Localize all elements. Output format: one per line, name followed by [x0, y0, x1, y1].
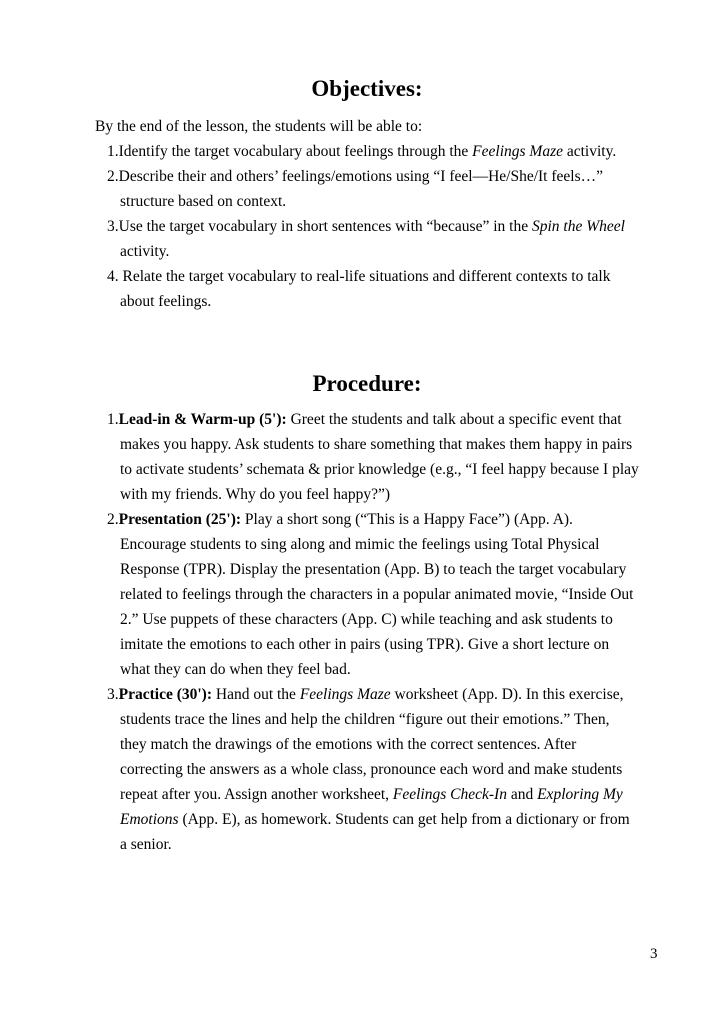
item-text: Lead-in & Warm-up (5'): Greet the students and talk about a specific event that makes you happy. Ask students to share something that makes them happy in pairs to activate students’ schemata & prior knowledge (e.g., “I feel happy because I play with my friends. Why do you feel happy?”) — [118, 411, 639, 503]
objective-item-2 — [95, 164, 639, 214]
procedure-step-3 — [95, 682, 639, 857]
objective-item-3 — [95, 214, 639, 264]
item-text: Relate the target vocabulary to real-life situations and different contexts to talk about feelings. — [118, 268, 611, 310]
objective-item-4 — [95, 264, 639, 314]
objectives-intro: By the end of the lesson, the students will be able to: — [95, 118, 423, 135]
item-number: 2. — [107, 511, 119, 528]
procedure-list — [95, 407, 639, 857]
item-number: 3. — [107, 686, 119, 703]
procedure-step-2 — [95, 507, 639, 682]
item-number: 2. — [107, 168, 119, 185]
item-number: 1. — [107, 411, 119, 428]
page-number: 3 — [650, 946, 658, 962]
item-number: 4. — [107, 268, 119, 285]
item-number: 1. — [107, 143, 119, 160]
procedure-heading: Procedure: — [312, 371, 422, 396]
procedure-step-1 — [95, 407, 639, 507]
objectives-heading: Objectives: — [311, 76, 423, 101]
objective-item-1 — [95, 139, 639, 164]
item-number: 3. — [107, 218, 119, 235]
item-text: Use the target vocabulary in short sentences with “because” in the Spin the Wheel activity. — [118, 218, 625, 260]
item-text: Presentation (25'): Play a short song (“This is a Happy Face”) (App. A). Encourage students to sing along and mimic the feelings using Total Physical Response (TPR). Display the presentation (App. B) to teach the target vocabulary related to feelings through the characters in a popular animated movie, “Inside Out 2.” Use puppets of these characters (App. C) while teaching and ask students to imitate the emotions to each other in pairs (using TPR). Give a short lecture on what they can do when they feel bad. — [118, 511, 634, 678]
objectives-list — [95, 139, 639, 314]
item-text: Practice (30'): Hand out the Feelings Maze worksheet (App. D). In this exercise, students trace the lines and help the children “figure out their emotions.” Then, they match the drawings of the emotions with the correct sentences. After correcting the answers as a whole class, pronounce each word and make students repeat after you. Assign another worksheet, Feelings Check-In and Exploring My Emotions (App. E), as homework. Students can get help from a dictionary or from a senior. — [118, 686, 630, 853]
item-text: Identify the target vocabulary about feelings through the Feelings Maze activity. — [118, 143, 617, 160]
item-text: Describe their and others’ feelings/emotions using “I feel—He/She/It feels…” structure based on context. — [118, 168, 603, 210]
